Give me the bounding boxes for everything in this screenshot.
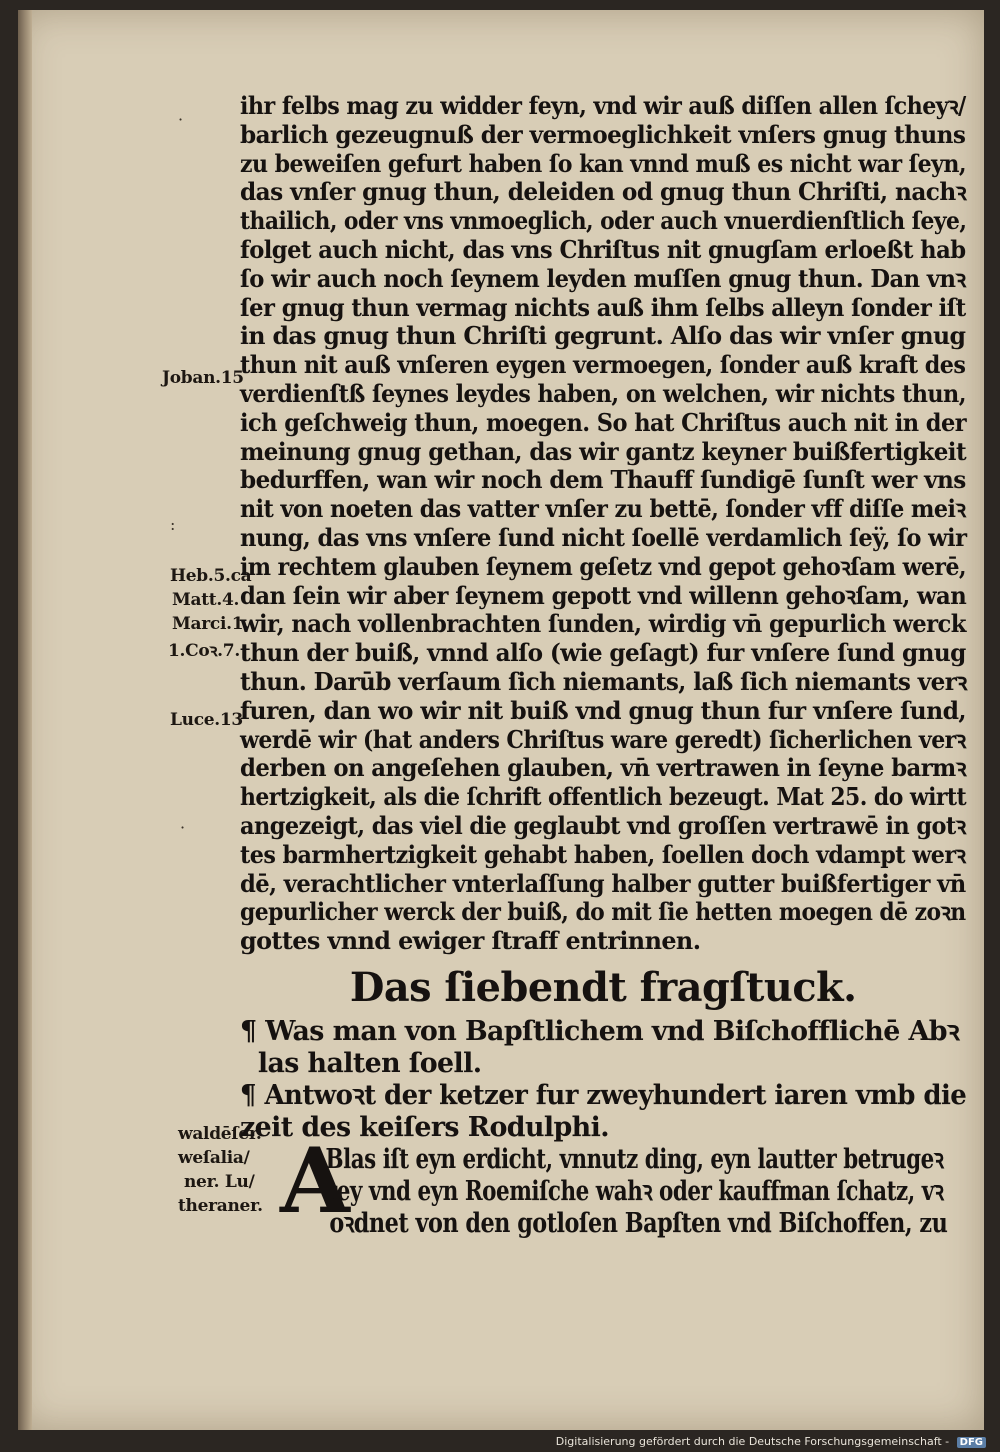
marginal-note-matt: Matt.4.: [172, 590, 240, 610]
text-line: thailich, oder vns vnmoeglich, oder auch vnuerdienſtlich ſeye,: [240, 206, 967, 236]
text-line: nit von noeten das vatter vnſer zu bettē, ſonder vff diſſe meiꝛ: [240, 494, 966, 524]
drop-cap: A: [280, 1127, 350, 1234]
margin-dot: ·: [178, 110, 184, 129]
text-line: meinung gnug gethan, das wir gantz keyner buißfertigkeit: [240, 436, 967, 466]
text-line: tes barmhertzigkeit gehabt haben, ſoellen doch vdampt werꝛ: [240, 839, 966, 869]
body-paragraph: [240, 92, 970, 956]
text-line: Blas iſt eyn erdicht, vnnutz ding, eyn lautter betrugeꝛ: [325, 1143, 944, 1175]
text-line: ¶ Was man von Bapſtlichem vnd Biſchofflichē Abꝛ: [240, 1015, 960, 1047]
text-line: barlich gezeugnuß der vermoeglichkeit vnſers gnug thuns: [240, 119, 966, 149]
text-line: im rechtem glauben ſeynem geſetz vnd gepot gehoꝛſam werē,: [240, 551, 967, 581]
text-line: hertzigkeit, als die ſchrift offentlich bezeugt. Mat 25. do wirtt: [240, 782, 967, 812]
text-line: derben on angeſehen glauben, vn̄ vertrawen in ſeyne barmꝛ: [240, 753, 966, 783]
marginal-note-luce: Luce.13: [170, 710, 243, 730]
marginal-note-heb: Heb.5.ca: [170, 566, 252, 586]
text-line: rey vnd eyn Roemiſche wahꝛ oder kauffman ſchatz, vꝛ: [325, 1175, 944, 1207]
text-line: gepurlicher werck der buiß, do mit ſie hetten moegen dē zoꝛn: [240, 897, 966, 927]
text-line: nung, das vns vnſere ſund nicht ſoellē verdamlich ſeÿ, ſo wir: [240, 522, 967, 552]
dfg-logo: DFG: [957, 1437, 986, 1448]
text-line: in das gnug thun Chriſti gegrunt. Alſo das wir vnſer gnug: [240, 321, 966, 351]
marginal-note-wesalia: weſalia/: [178, 1148, 250, 1168]
text-line: thun. Darūb verſaum ſich niemants, laß ſich niemants verꝛ: [240, 666, 967, 696]
text-line: zu beweiſen gefurt haben ſo kan vnnd muß es nicht war ſeyn,: [240, 148, 967, 178]
page-gutter: [18, 10, 32, 1430]
text-line: thun der buiß, vnnd alſo (wie geſagt) fur vnſere ſund gnug: [240, 638, 966, 668]
text-line: ihr felbs mag zu widder feyn, vnd wir auß diſſen allen ſcheyꝛ/: [240, 91, 966, 120]
marginal-note-marci: Marci.1.: [172, 614, 249, 634]
text-line: folget auch nicht, das vns Chriſtus nit gnugſam erloeßt hab: [240, 234, 966, 264]
text-line: oꝛdnet von den gotloſen Bapſten vnd Biſchoffen, zu: [329, 1207, 948, 1239]
text-line: wir, nach vollenbrachten ſunden, wirdig vn̄ gepurlich werck: [240, 609, 966, 639]
text-line: dan ſein wir aber ſeynem gepott vnd willenn gehoꝛſam, wan: [240, 580, 967, 610]
margin-dot: :: [170, 515, 176, 534]
text-line: werdē wir (hat anders Chriſtus ware geredt) ſicherlichen verꝛ: [240, 724, 966, 754]
text-line: bedurffen, wan wir noch dem Thauff ſundigē ſunſt wer vns: [240, 465, 966, 495]
text-line: ich geſchweig thun, moegen. So hat Chriſtus auch nit in der: [240, 407, 967, 437]
marginal-note-cor: 1.Coꝛ.7.: [168, 641, 240, 661]
text-line: angezeigt, das viel die geglaubt vnd groſſen vertrawē in gotꝛ: [240, 810, 966, 840]
text-line: das vnſer gnug thun, deleiden od gnug thun Chriſti, nachꝛ: [240, 177, 967, 207]
text-line: thun nit auß vnſeren eygen vermoegen, ſonder auß kraft des: [240, 350, 966, 380]
question-paragraph: [240, 1016, 970, 1080]
marginal-note-joban: Joban.15: [162, 368, 244, 388]
text-line: gottes vnnd ewiger ſtraff entrinnen.: [240, 926, 701, 956]
text-line: ſer gnug thun vermag nichts auß ihm ſelbs alleyn ſonder iſt: [240, 292, 966, 322]
text-line: zeit des keiſers Rodulphi.: [240, 1111, 609, 1143]
margin-dot: ·: [180, 818, 186, 837]
text-line: verdienſtß ſeynes leydes haben, on welchen, wir nichts thun,: [240, 378, 966, 408]
text-line: ſo wir auch noch ſeynem leyden muſſen gnug thun. Dan vnꝛ: [240, 263, 966, 293]
text-line: dē, verachtlicher vnterlaſſung halber gutter buißfertiger vn̄: [240, 868, 966, 898]
footer-credit: [556, 1435, 986, 1448]
footer-text: Digitalisierung gefördert durch die Deutsche Forschungsgemeinschaft -: [555, 1435, 950, 1448]
main-text-block: [240, 92, 970, 1240]
marginal-note-waldenser: waldēſer.: [178, 1124, 262, 1144]
chapter-heading: Das ſiebendt fragſtuck.: [349, 963, 857, 1011]
marginal-note-theraner: theraner.: [178, 1196, 263, 1216]
text-line: las halten ſoell.: [257, 1047, 482, 1079]
text-line: furen, dan wo wir nit buiß vnd gnug thun fur vnſere ſund,: [240, 695, 966, 725]
text-line: ¶ Antwoꝛt der ketzer fur zweyhundert iaren vmb die: [240, 1079, 967, 1111]
marginal-note-ner-lu: ner. Lu/: [184, 1172, 255, 1192]
